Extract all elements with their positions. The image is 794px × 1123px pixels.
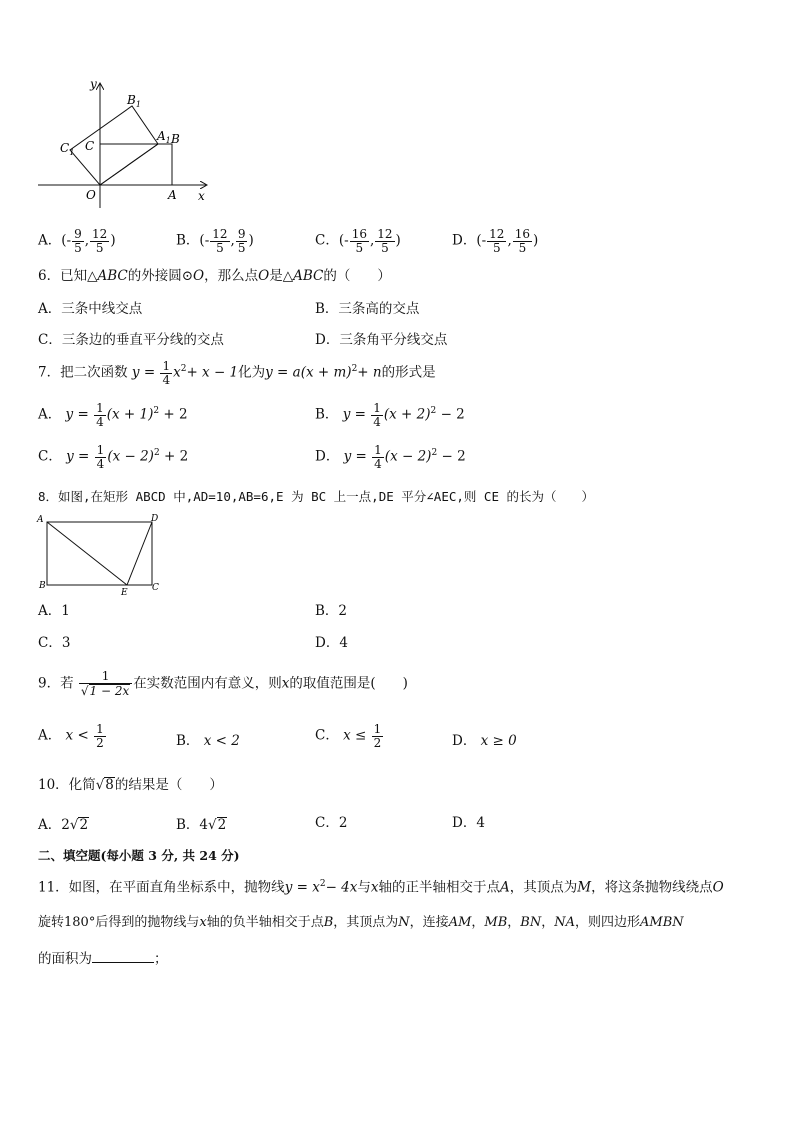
q11-line-2: 旋转180°后得到的抛物线与x轴的负半轴相交于点B，其顶点为N，连接AM，MB，BN，NA，则四边形AMBN xyxy=(38,915,684,930)
rectangle-oabc xyxy=(100,144,172,185)
q7-stem: 7．把二次函数 y = $\frac{1}{4}$ $x^2+ x - 1$化为$y = a(x + m)^2+ n$的形式是 xyxy=(38,359,436,387)
q5-option-b[interactable]: B．(- $\frac{12}{5}$ , $\frac{9}{5}$ ) xyxy=(176,227,254,255)
q9-option-d[interactable]: D． x ≥ 0 xyxy=(452,733,517,749)
svg-text:C: C xyxy=(152,583,159,593)
q9-option-b[interactable]: B． x < 2 xyxy=(176,733,240,749)
svg-text:A: A xyxy=(37,515,44,525)
q10-stem: 10．化简√8的结果是（ ） xyxy=(38,777,223,793)
q6-stem: 6．已知△ABC的外接圆⊙O，那么点O是△ABC的（ ） xyxy=(38,268,391,284)
q10-option-c[interactable]: C．2 xyxy=(315,815,348,831)
segment-ae xyxy=(47,522,127,585)
q7-option-b[interactable]: B． y = $\frac{1}{4}$ $(x + 2)^2 - 2$ xyxy=(315,401,465,429)
q11-line-1: 11．如图，在平面直角坐标系中，抛物线$y = x^2- 4x$与x轴的正半轴相交于点A，其顶点为M，将这条抛物线绕点O xyxy=(38,879,724,896)
q8-option-c[interactable]: C．3 xyxy=(38,635,71,651)
q9-stem: 9．若 $\frac{1}{√1 - 2x}$ 在实数范围内有意义，则x的取值范围是( ) xyxy=(38,669,408,698)
q7-option-c[interactable]: C． y = $\frac{1}{4}$ $(x - 2)^2 + 2$ xyxy=(38,443,189,471)
q11-line-3: 的面积为 ； xyxy=(38,951,168,967)
label-a: A xyxy=(168,188,177,202)
q6-option-d[interactable]: D．三条角平分线交点 xyxy=(315,332,448,348)
label-x: x xyxy=(198,189,205,203)
label-c1: $C_1$ xyxy=(60,141,75,157)
label-c: C xyxy=(85,139,95,153)
rectangle-figure xyxy=(34,512,170,598)
q9-option-c[interactable]: C． x ≤ $\frac{1}{2}$ xyxy=(315,722,382,750)
answer-blank[interactable] xyxy=(92,950,154,963)
q8-option-b[interactable]: B．2 xyxy=(315,603,348,619)
label-b: B xyxy=(171,132,180,146)
label-o: O xyxy=(86,188,96,202)
q6-option-b[interactable]: B．三条高的交点 xyxy=(315,301,420,317)
q7-option-d[interactable]: D． y = $\frac{1}{4}$ $(x - 2)^2 - 2$ xyxy=(315,443,466,471)
q6-option-a[interactable]: A．三条中线交点 xyxy=(38,301,143,317)
q5-option-d[interactable]: D．(- $\frac{12}{5}$ , $\frac{16}{5}$ ) xyxy=(452,227,539,255)
q7-option-a[interactable]: A． y = $\frac{1}{4}$ $(x + 1)^2 + 2$ xyxy=(38,401,188,429)
q8-option-a[interactable]: A．1 xyxy=(38,603,70,619)
coordinate-figure xyxy=(30,72,220,212)
label-b1: $B_1$ xyxy=(127,93,141,109)
segment-de xyxy=(127,522,152,585)
q8-stem: 8．如图,在矩形 ABCD 中,AD=10,AB=6,E 为 BC 上一点,DE 平分∠AEC,则 CE 的长为（ ） xyxy=(38,489,595,504)
svg-text:E: E xyxy=(121,588,128,598)
section-heading: 二、填空题(每小题 3 分, 共 24 分) xyxy=(38,848,240,863)
q9-option-a[interactable]: A． x < $\frac{1}{2}$ xyxy=(38,722,104,750)
q5-option-c[interactable]: C．(- $\frac{16}{5}$ , $\frac{12}{5}$ ) xyxy=(315,227,401,255)
rotated-rectangle xyxy=(70,106,158,185)
q8-option-d[interactable]: D．4 xyxy=(315,635,348,651)
q5-option-a[interactable]: A．(- $\frac{9}{5}$ , $\frac{12}{5}$ ) xyxy=(38,227,116,255)
q10-option-b[interactable]: B．4√2 xyxy=(176,817,227,833)
rectangle-abcd xyxy=(47,522,152,585)
q10-option-a[interactable]: A．2√2 xyxy=(38,817,89,833)
label-a1: $A_1$ xyxy=(157,129,171,145)
label-y: y xyxy=(90,77,97,91)
q6-option-c[interactable]: C．三条边的垂直平分线的交点 xyxy=(38,332,224,348)
svg-text:D: D xyxy=(151,514,159,524)
svg-text:B: B xyxy=(39,581,46,591)
q10-option-d[interactable]: D．4 xyxy=(452,815,485,831)
